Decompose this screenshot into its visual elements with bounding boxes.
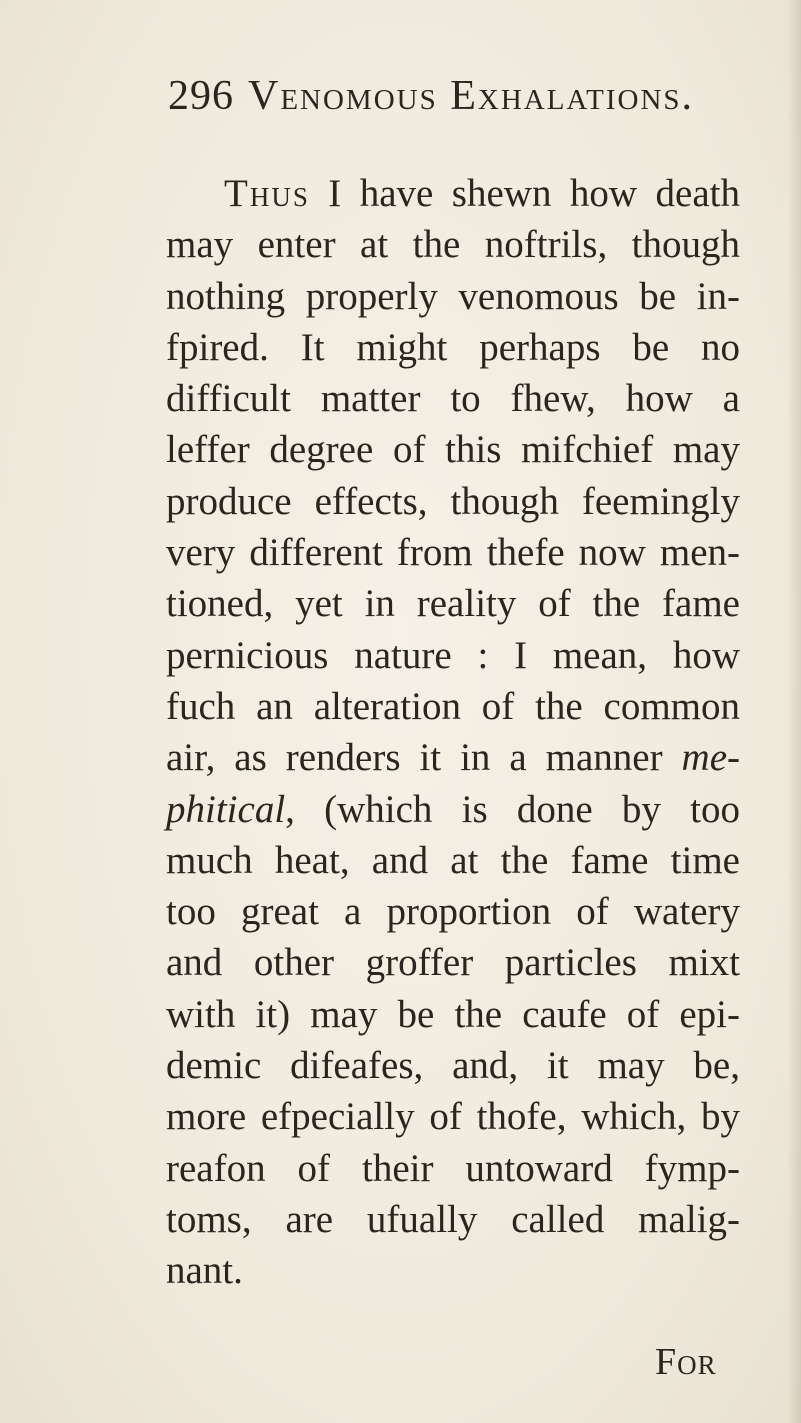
- text-line: very different from thefe now men-: [166, 531, 740, 575]
- text-line: nothing properly venomous be in-: [166, 274, 740, 318]
- text-line: much heat, and at the fame time: [166, 838, 740, 882]
- first-word: Thus: [224, 172, 310, 215]
- text-line: fuch an alteration of the common: [166, 684, 740, 728]
- first-line-rest: I have shewn how death: [309, 172, 740, 215]
- text-line: [166, 732, 740, 783]
- text-line: pernicious nature : I mean, how: [166, 633, 740, 677]
- catchword: For: [655, 1341, 717, 1383]
- text-line: fpired. It might perhaps be no: [166, 325, 740, 369]
- body-paragraph: [166, 168, 740, 1297]
- line-text: , (which is done by too: [285, 787, 740, 831]
- page-number: 296: [168, 73, 234, 119]
- text-line: nant.: [166, 1249, 243, 1293]
- text-line: and other groffer particles mixt: [166, 941, 740, 985]
- text-line: produce effects, though feemingly: [166, 479, 740, 523]
- line-text: air, as renders it in a manner: [166, 736, 682, 780]
- text-line: difficult matter to fhew, how a: [166, 377, 740, 421]
- text-line: may enter at the noftrils, though: [166, 223, 740, 267]
- italic-word: phitical: [166, 787, 286, 831]
- text-line: with it) may be the caufe of epi-: [166, 992, 740, 1036]
- text-line: [166, 168, 740, 219]
- text-line: toms, are ufually called malig-: [166, 1197, 740, 1241]
- text-line: leffer degree of this mifchief may: [166, 428, 740, 472]
- text-line: demic difeafes, and, it may be,: [166, 1044, 740, 1088]
- text-line: tioned, yet in reality of the fame: [166, 582, 740, 626]
- running-header: [168, 72, 694, 120]
- text-line: too great a proportion of watery: [166, 890, 740, 934]
- text-line: reafon of their untoward fymp-: [166, 1146, 740, 1190]
- text-line: [166, 784, 740, 835]
- page-edge-shadow: [787, 0, 801, 1423]
- text-line: more efpecially of thofe, which, by: [166, 1095, 740, 1139]
- italic-word: me-: [681, 736, 740, 780]
- running-title: Venomous Exhalations.: [248, 73, 695, 119]
